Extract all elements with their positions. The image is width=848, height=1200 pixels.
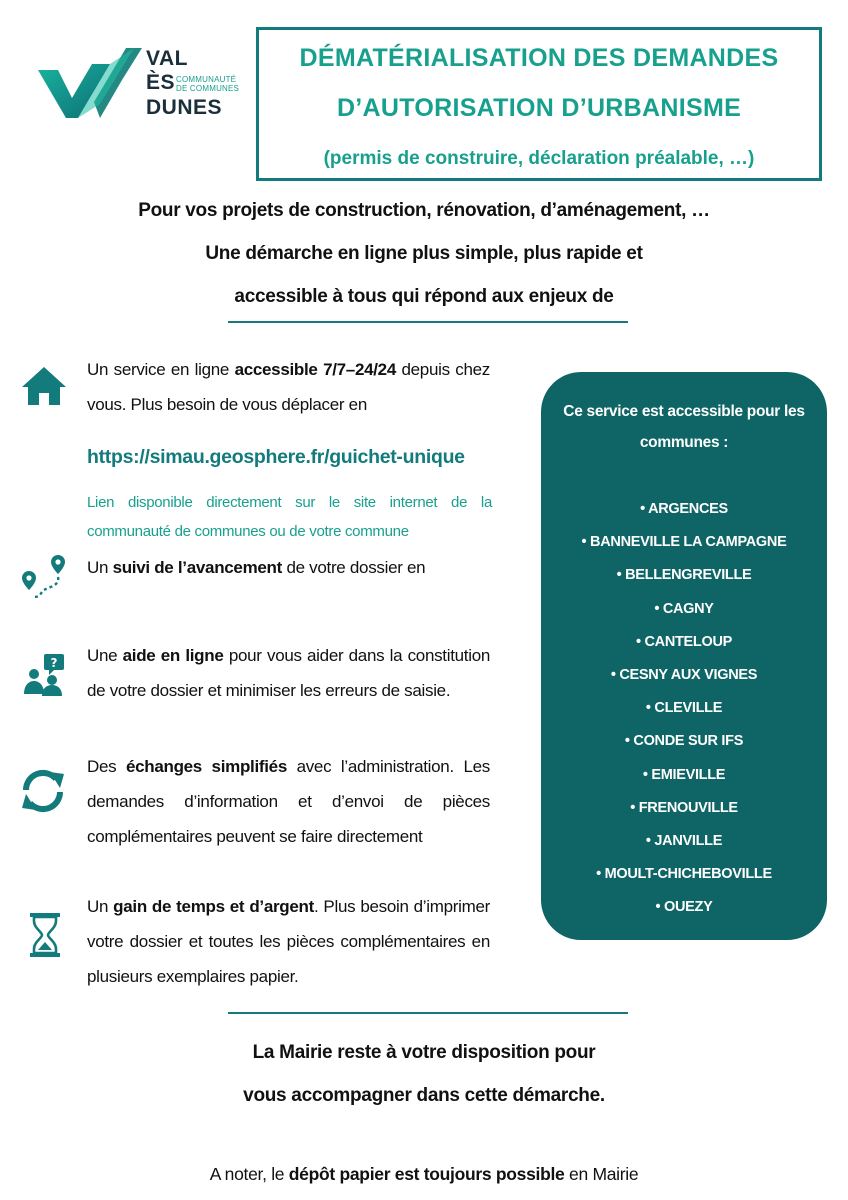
feature-tracking-p2: de votre dossier en: [282, 558, 426, 577]
feature-exchanges-bold: échanges simplifiés: [125, 757, 287, 776]
commune-item: • MOULT-CHICHEBOVILLE: [596, 866, 772, 883]
intro-line-1: Pour vos projets de construction, rénovation, d’aménagement, …: [138, 200, 710, 221]
feature-exchanges-p1: Des: [87, 757, 126, 776]
title-line-2: D’AUTORISATION D’URBANISME: [336, 94, 742, 122]
feature-help-p2: pour vous aider dans la constitution de votre dossier et minimiser les erreurs de saisie.: [87, 646, 490, 700]
footer-note-p2: en Mairie: [564, 1164, 639, 1184]
feature-help-text: [87, 638, 490, 708]
feature-exchanges-text: [87, 749, 490, 854]
commune-item: • EMIEVILLE: [642, 766, 726, 783]
commune-item: • CAGNY: [654, 600, 714, 617]
commune-item: • JANVILLE: [645, 832, 723, 849]
feature-exchanges-p2: avec l’administration. Les demandes d’information et d’envoi de pièces complémentaires peuvent se faire directement: [87, 757, 490, 846]
feature-access-p2: depuis chez vous. Plus besoin de vous déplacer en: [87, 360, 490, 414]
footer-note-bold: dépôt papier est toujours possible: [288, 1164, 565, 1184]
feature-savings-p2: . Plus besoin d’imprimer votre dossier et toutes les pièces complémentaires en plusieurs exemplaires papier.: [87, 897, 490, 986]
commune-item: • CONDE SUR IFS: [624, 733, 744, 750]
feature-access-p1: Un service en ligne: [87, 360, 235, 379]
hourglass-icon: [28, 912, 62, 958]
feature-savings-text: [87, 889, 490, 994]
commune-item: • BANNEVILLE LA CAMPAGNE: [581, 534, 787, 551]
title-subtitle: (permis de construire, déclaration préalable, …): [323, 148, 755, 169]
logo: [34, 40, 244, 130]
route-tracking-icon: [20, 553, 68, 601]
communes-list: [541, 493, 827, 924]
footer-line-1: La Mairie reste à votre disposition pour: [252, 1042, 596, 1063]
commune-item: • BELLENGREVILLE: [616, 567, 752, 584]
feature-savings-bold: gain de temps et d’argent: [113, 897, 314, 916]
commune-item: • OUEZY: [655, 899, 713, 916]
feature-tracking-p1: Un: [87, 558, 113, 577]
commune-item: • CLEVILLE: [645, 700, 723, 717]
logo-sub-communaute: COMMUNAUTÉ: [176, 75, 237, 84]
feature-help-bold: aide en ligne: [122, 646, 224, 665]
logo-word-val: VAL: [146, 47, 188, 70]
val-es-dunes-logo-mark: [34, 44, 144, 124]
link-note: Lien disponible directement sur le site internet de la communauté de communes ou de votre commune: [87, 494, 492, 540]
online-help-icon: [22, 652, 68, 698]
feature-tracking-text: [87, 550, 490, 585]
commune-item: • FRENOUVILLE: [630, 799, 738, 816]
logo-word-es: ÈS: [146, 71, 176, 94]
title-box: [256, 27, 822, 181]
commune-item: • CESNY AUX VIGNES: [610, 666, 758, 683]
communes-panel-title: Ce service est accessible pour les communes :: [563, 403, 805, 451]
title-line-1: DÉMATÉRIALISATION DES DEMANDES: [299, 44, 779, 72]
feature-access-bold: accessible 7/7–24/24: [234, 360, 396, 379]
footer-note-p1: A noter, le: [209, 1164, 289, 1184]
intro-line-2: Une démarche en ligne plus simple, plus rapide et: [205, 243, 643, 264]
commune-item: • CANTELOUP: [635, 633, 733, 650]
footer-divider: [228, 1012, 628, 1014]
intro-divider: [228, 321, 628, 323]
svg-text:?: ?: [50, 656, 58, 670]
feature-help-p1: Une: [87, 646, 123, 665]
footer-line-2: vous accompagner dans cette démarche.: [243, 1085, 605, 1106]
footer-note: [0, 1164, 848, 1185]
home-icon: [20, 364, 68, 408]
sync-icon: [18, 768, 68, 814]
feature-savings-p1: Un: [87, 897, 114, 916]
intro-line-3: accessible à tous qui répond aux enjeux de: [234, 286, 614, 307]
guichet-unique-link[interactable]: https://simau.geosphere.fr/guichet-unique: [87, 446, 465, 468]
commune-item: • ARGENCES: [640, 501, 728, 517]
logo-sub-de-communes: DE COMMUNES: [176, 84, 240, 93]
communes-panel: [541, 372, 827, 940]
feature-tracking-bold: suivi de l’avancement: [112, 558, 283, 577]
feature-access-text: [87, 352, 490, 422]
logo-word-dunes: DUNES: [146, 96, 223, 119]
